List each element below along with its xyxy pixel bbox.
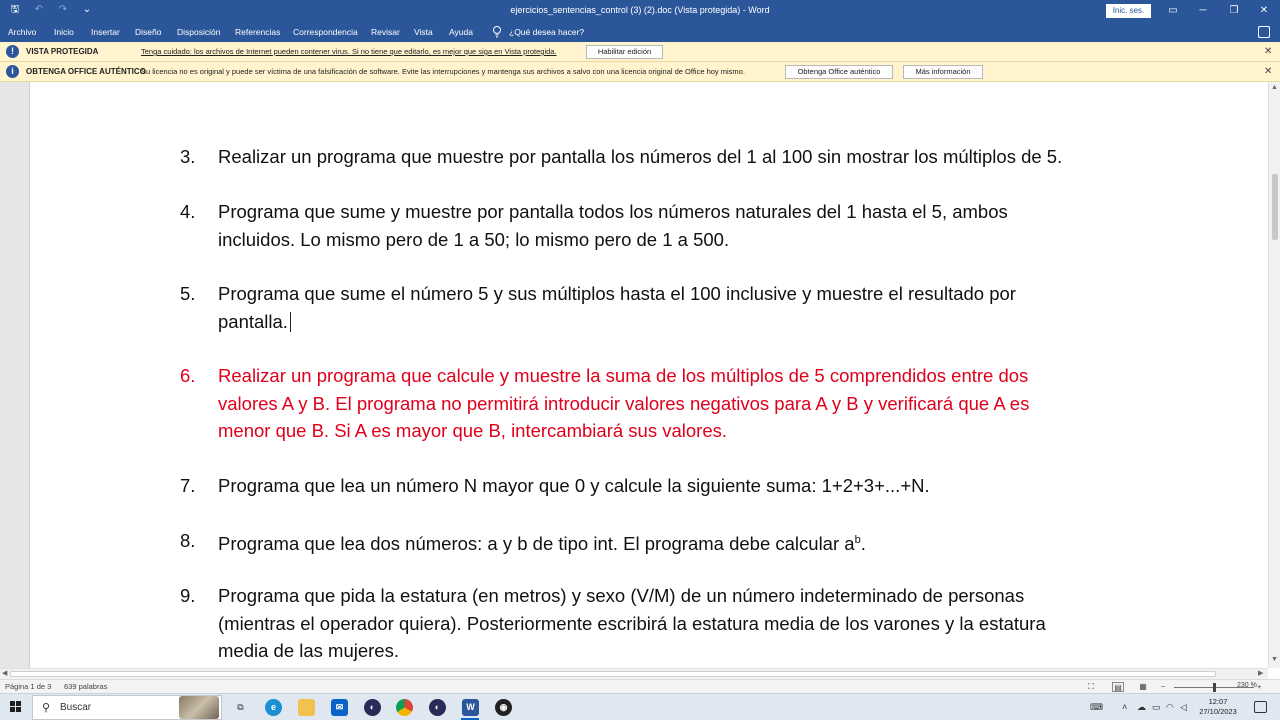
list-text-line: valores A y B. El programa no permitirá introducir valores negativos para A y B y verificará que A es <box>218 392 1030 414</box>
cloud-icon[interactable]: ☁ <box>1137 702 1146 712</box>
ribbon-tabs <box>0 22 1280 42</box>
list-text-line: pantalla. <box>218 310 288 332</box>
taskbar <box>0 693 1280 720</box>
clock-time: 12:07 <box>1208 697 1228 706</box>
save-icon[interactable]: 🖫 <box>10 4 20 15</box>
status-bar <box>0 679 1280 693</box>
list-text-line: Realizar un programa que calcule y muestre la suma de los múltiplos de 5 comprendidos entre dos <box>218 365 1029 386</box>
word-count[interactable]: 639 palabras <box>64 682 108 691</box>
maximize-icon[interactable]: ❐ <box>1229 5 1239 16</box>
close-protected-bar-icon[interactable]: ✕ <box>1264 46 1273 57</box>
horizontal-scroll-thumb[interactable] <box>10 671 1216 677</box>
office-genuine-message: Su licencia no es original y puede ser víctima de una falsificación de software. Evite las interrupciones y mantenga sus archivos a salvo con una licencia original de Office hoy mismo. <box>141 67 745 76</box>
tab-ayuda[interactable]: Ayuda <box>449 27 473 37</box>
customize-qat-icon[interactable]: ⌄ <box>82 4 92 15</box>
list-text-end: . <box>860 533 866 555</box>
zoom-out-button[interactable]: − <box>1161 682 1166 691</box>
list-number: 7. <box>180 475 196 496</box>
tab-inicio[interactable]: Inicio <box>54 27 74 37</box>
superscript: b <box>854 534 861 546</box>
chrome-icon[interactable] <box>396 699 413 716</box>
list-text-line: Programa que sume y muestre por pantalla todos los números naturales del 1 hasta el 5, ambos <box>218 201 1008 222</box>
office-genuine-label: OBTENGA OFFICE AUTÉNTICO <box>26 67 146 76</box>
close-icon[interactable]: ✕ <box>1259 5 1269 16</box>
enable-editing-button[interactable]: Habilitar edición <box>586 45 663 59</box>
list-text-line: incluidos. Lo mismo pero de 1 a 50; lo mismo pero de 1 a 500. <box>218 228 730 250</box>
battery-icon[interactable]: ▭ <box>1152 702 1161 712</box>
tab-disposicion[interactable]: Disposición <box>177 27 221 37</box>
ribbon-display-options-icon[interactable]: ▭ <box>1168 5 1178 16</box>
tab-archivo[interactable]: Archivo <box>8 27 37 37</box>
more-info-button[interactable]: Más información <box>903 65 983 79</box>
word-icon[interactable]: W <box>462 699 479 716</box>
tab-diseno[interactable]: Diseño <box>135 27 162 37</box>
app-icon[interactable]: ◐ <box>364 699 381 716</box>
minimize-icon[interactable]: ─ <box>1199 5 1207 16</box>
list-number: 4. <box>180 201 196 222</box>
file-explorer-icon[interactable] <box>298 699 315 716</box>
tab-referencias[interactable]: Referencias <box>235 27 281 37</box>
zoom-level[interactable]: 230 % <box>1237 682 1257 689</box>
document-area[interactable] <box>0 82 1268 668</box>
tray-chevron-icon[interactable]: ˄ <box>1122 702 1128 712</box>
list-text-line: Programa que pida la estatura (en metros) y sexo (V/M) de un número indeterminado de personas <box>218 585 1025 606</box>
signin-button[interactable]: Inic. ses. <box>1106 4 1151 18</box>
list-number: 5. <box>180 283 196 304</box>
title-bar <box>0 0 1280 22</box>
close-office-bar-icon[interactable]: ✕ <box>1264 66 1273 77</box>
list-number: 6. <box>180 365 196 386</box>
page-indicator[interactable]: Página 1 de 3 <box>5 682 52 691</box>
info-icon: i <box>6 65 19 78</box>
list-text-line: menor que B. Si A es mayor que B, intercambiará sus valores. <box>218 420 727 441</box>
notifications-icon[interactable] <box>1254 701 1267 713</box>
list-number: 3. <box>180 146 196 167</box>
vertical-scrollbar[interactable] <box>1268 82 1280 668</box>
print-layout-icon[interactable]: ▤ <box>1112 682 1124 692</box>
search-highlight-image <box>179 696 219 719</box>
tab-correspondencia[interactable]: Correspondencia <box>293 27 358 37</box>
protected-view-message: Tenga cuidado: los archivos de Internet pueden contener virus. Si no tiene que editarlo, es mejor que siga en Vista protegida. <box>141 47 557 56</box>
system-clock[interactable] <box>1196 697 1240 717</box>
comments-icon[interactable] <box>1258 26 1270 38</box>
list-number: 8. <box>180 530 196 551</box>
window-title: ejercicios_sentencias_control (3) (2).doc (Vista protegida) - Word <box>510 5 770 15</box>
task-view-icon[interactable]: ⧉ <box>237 702 244 712</box>
search-icon: ⚲ <box>42 702 51 714</box>
shield-icon: ! <box>6 45 19 58</box>
clock-date: 27/10/2023 <box>1199 707 1237 716</box>
zoom-slider-knob[interactable] <box>1213 683 1216 692</box>
scroll-left-icon[interactable]: ◀ <box>2 670 8 677</box>
list-text-line: Programa que sume el número 5 y sus múltiplos hasta el 100 inclusive y muestre el resultado por <box>218 283 1016 304</box>
list-text: Realizar un programa que muestre por pantalla los números del 1 al 100 sin mostrar los múltiplos de 5. <box>218 146 1063 167</box>
horizontal-scrollbar[interactable] <box>0 668 1268 679</box>
app-icon-3[interactable]: ◉ <box>495 699 512 716</box>
mail-icon[interactable]: ✉ <box>331 699 348 716</box>
text-cursor <box>290 312 291 332</box>
undo-icon[interactable]: ↶ <box>34 4 44 15</box>
scroll-up-icon[interactable]: ▲ <box>1271 84 1278 91</box>
tab-revisar[interactable]: Revisar <box>371 27 400 37</box>
get-genuine-office-button[interactable]: Obtenga Office auténtico <box>785 65 893 79</box>
list-text-line: (mientras el operador quiera). Posteriormente escribirá la estatura media de los varones y la estatura <box>218 612 1046 634</box>
zoom-in-button[interactable]: + <box>1257 682 1262 691</box>
app-icon-2[interactable]: ◐ <box>429 699 446 716</box>
tell-me-search[interactable]: ¿Qué desea hacer? <box>509 27 585 37</box>
wifi-icon[interactable]: ◠ <box>1166 702 1174 712</box>
vertical-scroll-thumb[interactable] <box>1272 174 1278 240</box>
list-text: Programa que lea un número N mayor que 0 y calcule la siguiente suma: 1+2+3+...+N. <box>218 475 930 496</box>
tab-vista[interactable]: Vista <box>414 27 433 37</box>
focus-icon[interactable]: ⛶ <box>1088 682 1094 691</box>
web-layout-icon[interactable]: ▦ <box>1139 682 1147 691</box>
scroll-right-icon[interactable]: ▶ <box>1258 670 1264 677</box>
tab-insertar[interactable]: Insertar <box>91 27 120 37</box>
list-text-line: media de las mujeres. <box>218 640 399 661</box>
protected-view-bar <box>0 42 1280 62</box>
redo-icon[interactable]: ↷ <box>58 4 68 15</box>
taskbar-search[interactable] <box>32 695 222 720</box>
windows-start-icon[interactable] <box>10 701 22 713</box>
list-number: 9. <box>180 585 196 606</box>
scroll-down-icon[interactable]: ▼ <box>1271 656 1278 663</box>
office-genuine-bar <box>0 62 1280 82</box>
list-text: Programa que lea dos números: a y b de tipo int. El programa debe calcular a <box>218 533 855 555</box>
search-placeholder: Buscar <box>60 702 92 713</box>
protected-view-label: VISTA PROTEGIDA <box>26 47 99 56</box>
lightbulb-icon <box>492 25 502 38</box>
keyboard-icon[interactable]: ⌨ <box>1090 702 1103 712</box>
volume-icon[interactable]: ◁ <box>1180 702 1187 712</box>
edge-icon[interactable]: e <box>265 699 282 716</box>
